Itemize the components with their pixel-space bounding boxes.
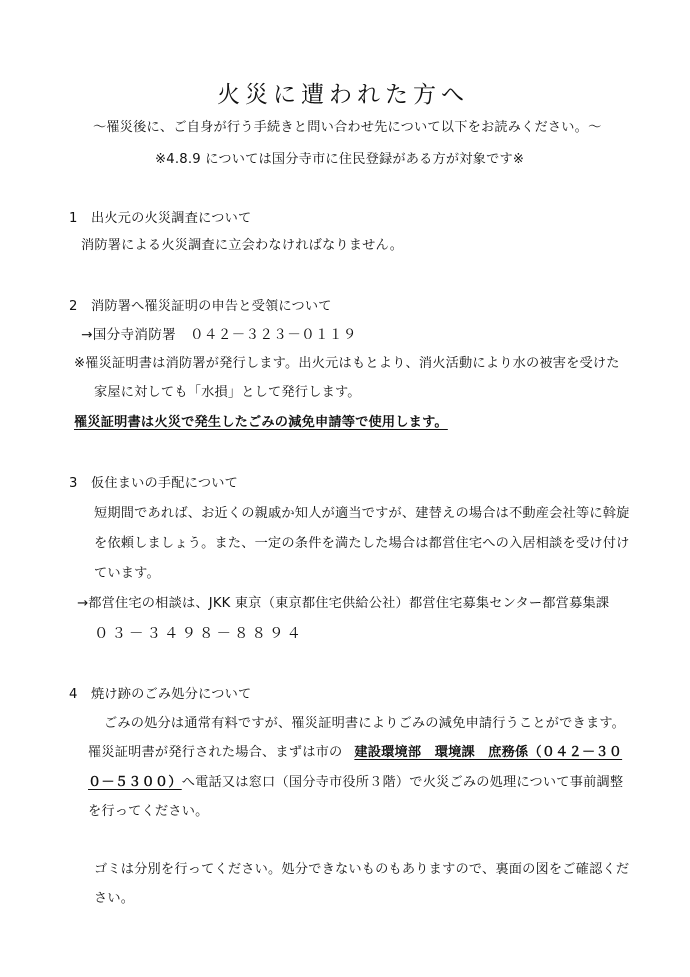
page-title: 火災に遭われた方へ bbox=[217, 82, 469, 108]
section-1-heading: 1 出火元の火災調査について bbox=[69, 211, 252, 226]
section-4-line-3 bbox=[88, 771, 623, 790]
section-4-line-4: を行ってください。 bbox=[88, 804, 209, 819]
section-3-line-2: を依頼しましょう。また、一定の条件を満たした場合は都営住宅への入居相談を受け付け bbox=[94, 536, 630, 551]
section-3-heading: 3 仮住まいの手配について bbox=[69, 476, 238, 491]
section-2-line-1: ※罹災証明書は消防署が発行します。出火元はもとより、消火活動により水の被害を受けた bbox=[74, 356, 620, 371]
section-4-line-2 bbox=[88, 741, 622, 760]
eligibility-note: ※4.8.9 については国分寺市に住民登録がある方が対象です※ bbox=[155, 152, 525, 167]
section-4-line-1: ごみの処分は通常有料ですが、罹災証明書によりごみの減免申請行うことができます。 bbox=[104, 716, 626, 731]
fire-station-contact: →国分寺消防署 ０４２－３２３－０１１９ bbox=[81, 327, 357, 343]
section-4-line-2-lead: 罹災証明書が発行された場合、まずは市の bbox=[88, 745, 343, 760]
section-4-line-3-rest: へ電話又は窓口（国分寺市役所３階）で火災ごみの処理について事前調整 bbox=[181, 775, 624, 790]
section-3-line-3: ています。 bbox=[94, 566, 160, 581]
section-2-emphasis: 罹災証明書は火災で発生したごみの減免申請等で使用します。 bbox=[74, 415, 448, 430]
section-2-heading: 2 消防署へ罹災証明の申告と受領について bbox=[69, 299, 332, 314]
environment-dept-contact: 建設環境部 環境課 庶務係（０４２－３０ bbox=[354, 745, 623, 760]
separation-line-1: ゴミは分別を行ってください。処分できないものもありますので、裏面の図をご確認くだ bbox=[94, 862, 630, 877]
housing-contact: →都営住宅の相談は、JKK 東京（東京都住宅供給公社）都営住宅募集センター都営募集課 bbox=[77, 596, 610, 611]
section-1-line-1: 消防署による火災調査に立会わなければなりません。 bbox=[81, 238, 404, 253]
section-4-heading: 4 焼け跡のごみ処分について bbox=[69, 687, 252, 702]
section-2-line-2: 家屋に対しても「水損」として発行します。 bbox=[94, 385, 361, 400]
separation-line-2: さい。 bbox=[94, 891, 135, 906]
page-subtitle: ～罹災後に、ご自身が行う手続きと問い合わせ先について以下をお読みください。～ bbox=[93, 120, 602, 135]
housing-phone: ０３－３４９８－８８９４ bbox=[94, 626, 304, 642]
section-3-line-1: 短期間であれば、お近くの親戚か知人が適当ですが、建替えの場合は不動産会社等に斡旋 bbox=[94, 506, 630, 521]
environment-dept-phone-tail: ０－５３００） bbox=[88, 775, 182, 790]
